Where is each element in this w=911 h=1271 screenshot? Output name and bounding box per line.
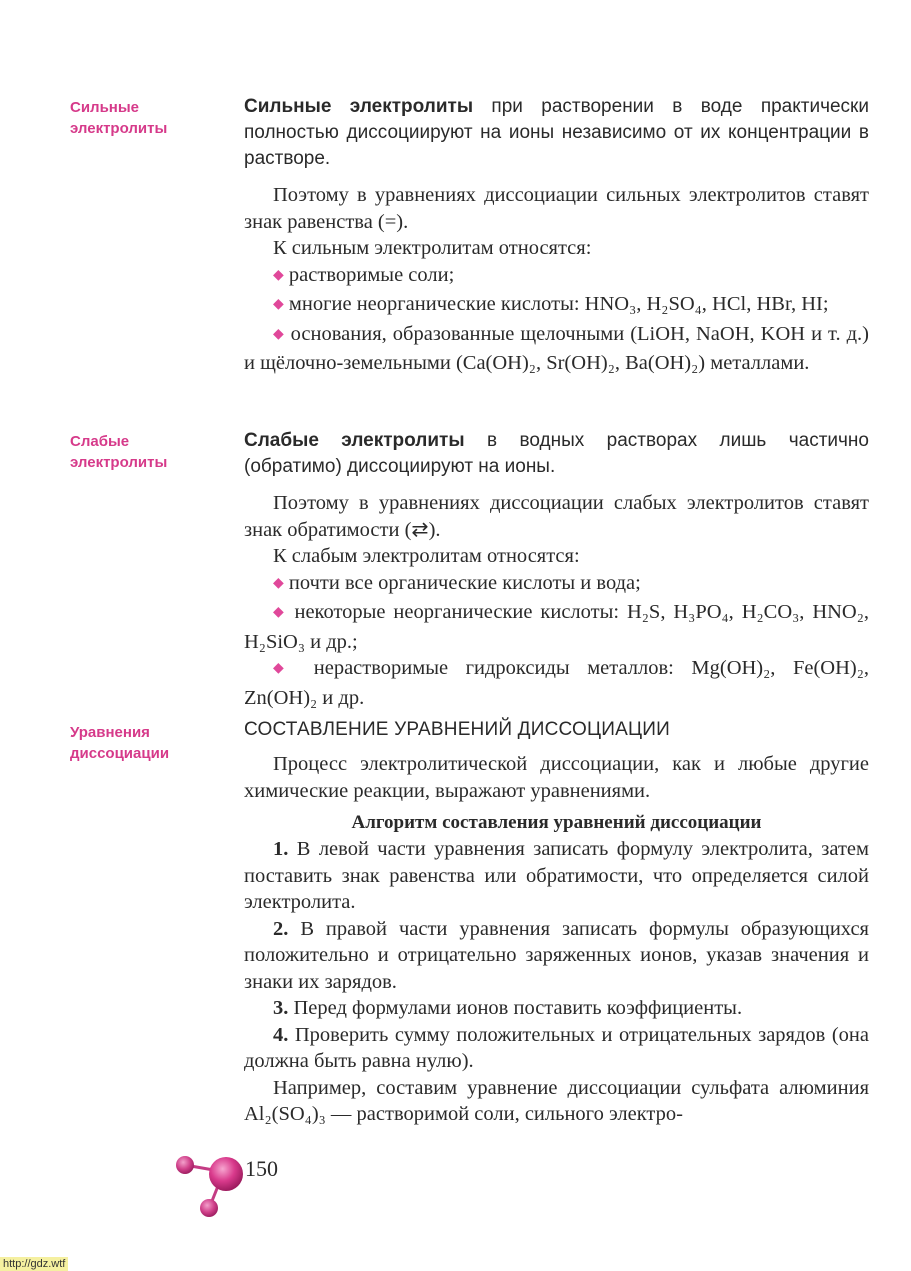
strong-paragraph-2: К сильным электролитам относятся: <box>273 237 592 259</box>
algorithm-step-4 <box>244 1022 869 1075</box>
strong-bullet-1 <box>244 262 869 292</box>
strong-paragraph-1: Поэтому в уравнениях диссоциации сильных электролитов ставят знак равенства (=). <box>244 184 869 233</box>
molecule-logo-icon <box>170 1150 245 1220</box>
algorithm-step-1 <box>244 836 869 916</box>
step-text: В левой части уравнения записать формулу электролита, затем поставить знак равенства или обратимости, что определяется силой электролита. <box>244 838 869 913</box>
step-number: 3. <box>273 997 289 1019</box>
equations-section <box>244 719 869 1128</box>
margin-note-equations <box>70 722 210 764</box>
margin-note-line: Сильные <box>70 99 140 116</box>
page-number: 150 <box>245 1156 278 1181</box>
margin-note-line: Уравнения <box>70 724 150 741</box>
strong-section <box>244 94 869 377</box>
algorithm-title: Алгоритм составления уравнений диссоциации <box>351 812 762 833</box>
weak-definition-text: в водных растворах лишь частично (обратимо) диссоциируют на ионы. <box>244 430 869 477</box>
bullet-icon: ◆ <box>273 605 287 620</box>
equations-intro: Процесс электролитической диссоциации, как и любые другие химические реакции, выражают уравнениями. <box>244 753 869 802</box>
bullet-text: почти все органические кислоты и вода; <box>288 571 641 594</box>
strong-definition-text: при растворении в воде практически полностью диссоциируют на ионы независимо от их концентрации в растворе. <box>244 96 869 169</box>
bullet-icon: ◆ <box>273 575 284 591</box>
example-paragraph: Например, составим уравнение диссоциации сульфата алюминия Al₂(SO₄)₃ — растворимой соли, сильного электро- <box>244 1076 869 1125</box>
step-text: Проверить сумму положительных и отрицательных зарядов (она должна быть равна нулю). <box>244 1023 869 1072</box>
margin-note-line: электролиты <box>70 454 168 471</box>
bullet-text: многие неорганические кислоты: HNO₃, H₂SO₄, HCl, HBr, HI; <box>288 293 829 315</box>
algorithm-step-2 <box>244 916 869 996</box>
strong-bullet-3 <box>244 321 869 377</box>
bullet-icon: ◆ <box>273 661 297 676</box>
bullet-icon: ◆ <box>273 267 284 283</box>
source-url-label[interactable]: http://gdz.wtf <box>0 1257 68 1271</box>
step-number: 4. <box>273 1023 289 1046</box>
bullet-text: нерастворимые гидроксиды металлов: Mg(OH)₂, Fe(OH)₂, Zn(OH)₂ и др. <box>244 657 869 709</box>
margin-note-line: диссоциации <box>70 745 170 762</box>
margin-note-line: Слабые <box>70 433 130 450</box>
step-number: 2. <box>273 917 289 940</box>
algorithm-step-3 <box>244 995 869 1022</box>
step-text: В правой части уравнения записать формулы образующихся положительно и отрицательно заряженных ионов, указав значения и знаки их зарядов. <box>244 917 869 993</box>
weak-bullet-3 <box>244 655 869 711</box>
step-text: Перед формулами ионов поставить коэффициенты. <box>288 997 743 1019</box>
step-number: 1. <box>273 838 289 860</box>
section-heading: СОСТАВЛЕНИЕ УРАВНЕНИЙ ДИССОЦИАЦИИ <box>244 719 670 740</box>
bullet-icon: ◆ <box>273 297 284 312</box>
weak-bullet-2 <box>244 599 869 655</box>
weak-definition <box>244 428 869 480</box>
bullet-text: основания, образованные щелочными (LiOH, NaOH, KOH и т. д.) и щёлочно-земельными (Ca(OH)₂, Sr(OH)₂, Ba(OH)₂) металлами. <box>244 322 869 374</box>
bullet-icon: ◆ <box>273 326 285 342</box>
margin-note-line: электролиты <box>70 120 168 137</box>
margin-note-weak <box>70 431 210 473</box>
bullet-text: растворимые соли; <box>288 263 455 286</box>
margin-note-strong <box>70 97 210 139</box>
weak-paragraph-2: К слабым электролитам относятся: <box>273 545 580 567</box>
weak-bullet-1 <box>244 570 869 600</box>
bullet-text: некоторые неорганические кислоты: H₂S, H₃PO₄, H₂CO₃, HNO₂, H₂SiO₃ и др.; <box>244 601 869 653</box>
strong-bullet-2 <box>244 291 869 321</box>
weak-paragraph-1: Поэтому в уравнениях диссоциации слабых электролитов ставят знак обратимости (⇄). <box>244 492 869 541</box>
strong-definition <box>244 94 869 172</box>
strong-term: Сильные электролиты <box>244 96 474 117</box>
weak-term: Слабые электролиты <box>244 430 465 451</box>
weak-section <box>244 428 869 711</box>
